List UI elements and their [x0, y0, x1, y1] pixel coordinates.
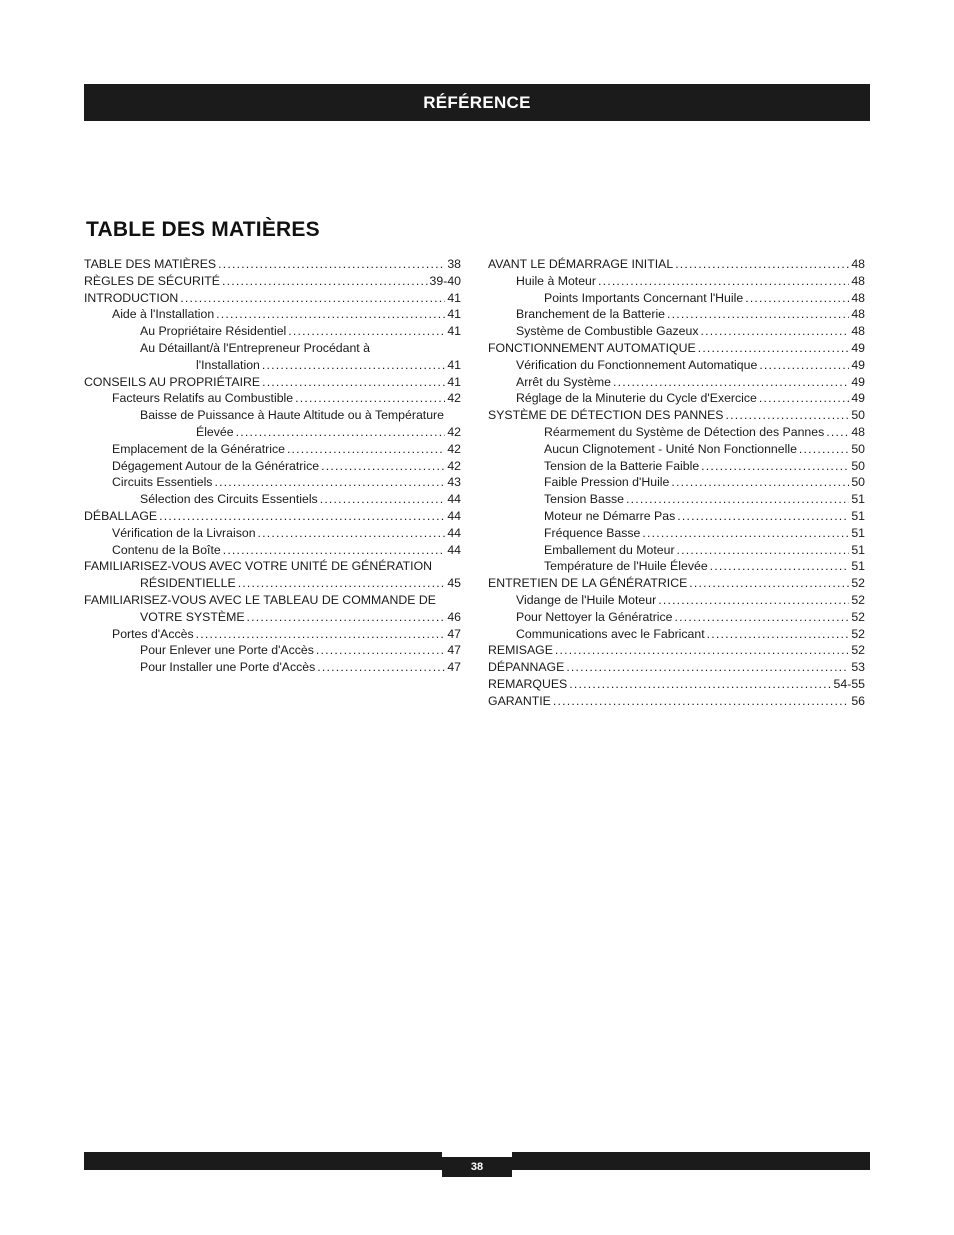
toc-entry-title: Circuits Essentiels: [112, 475, 213, 490]
toc-entry-title: Aucun Clignotement - Unité Non Fonctionnelle: [544, 441, 797, 456]
toc-leader: [222, 273, 428, 290]
toc-entry: [488, 491, 865, 508]
toc-leader: [701, 323, 850, 340]
toc-entry-page: 52: [851, 576, 865, 591]
toc-entry-page: 48: [851, 424, 865, 439]
toc-entry-page: 49: [851, 391, 865, 406]
toc-leader: [745, 290, 849, 307]
toc-entry-title: Pour Enlever une Porte d'Accès: [140, 643, 314, 658]
toc-entry-title: Moteur ne Démarre Pas: [544, 508, 676, 523]
toc-entry: [488, 575, 865, 592]
toc-entry-title: Aide à l'Installation: [112, 307, 215, 322]
toc-entry-title: Pour Installer une Porte d'Accès: [140, 660, 316, 675]
toc-leader: [613, 374, 849, 391]
toc-leader: [726, 407, 850, 424]
toc-entry: [488, 374, 865, 391]
toc-entry-title: Branchement de la Batterie: [516, 307, 666, 322]
toc-entry-page: 48: [851, 257, 865, 271]
toc-entry-title: TABLE DES MATIÈRES: [84, 257, 217, 271]
toc-entry-page: 41: [447, 324, 461, 339]
toc-entry-title: GARANTIE: [488, 693, 551, 708]
toc-leader: [287, 441, 445, 458]
toc-entry-page: 50: [851, 458, 865, 473]
toc-entry-page: 43: [447, 475, 461, 490]
toc-leader: [759, 390, 849, 407]
toc-leader: [658, 592, 849, 609]
toc-entry: [84, 306, 461, 323]
toc-entry-page: 46: [447, 609, 461, 624]
toc-entry-page: 47: [447, 626, 461, 641]
toc-entry-page: 44: [447, 508, 461, 523]
toc-leader: [677, 508, 849, 525]
toc-entry-first-line: Baisse de Puissance à Haute Altitude ou à Température: [140, 408, 444, 423]
toc-entry-title: REMISAGE: [488, 643, 553, 658]
toc-entry: [84, 491, 461, 508]
toc-entry-title: Tension de la Batterie Faible: [544, 458, 700, 473]
toc-entry-page: 44: [447, 525, 461, 540]
toc-entry-title: Huile à Moteur: [516, 273, 596, 288]
toc-entry: [488, 609, 865, 626]
toc-entry-title: VOTRE SYSTÈME: [140, 609, 245, 624]
toc-leader: [159, 508, 445, 525]
toc-leader: [321, 458, 445, 475]
toc-entry-page: 51: [851, 492, 865, 507]
toc-entry: [84, 458, 461, 475]
toc-entry-title: RÉSIDENTIELLE: [140, 576, 236, 591]
toc-leader: [759, 357, 849, 374]
toc-entry-title: Réglage de la Minuterie du Cycle d'Exercice: [516, 391, 757, 406]
toc-entry: [488, 525, 865, 542]
toc-entry-page: 42: [447, 391, 461, 406]
toc-entry: [488, 256, 865, 273]
toc-leader: [707, 626, 850, 643]
toc-right-column: [488, 256, 865, 710]
toc-entry-page: 49: [851, 357, 865, 372]
footer-bar-left: [84, 1152, 442, 1170]
toc-entry: [488, 592, 865, 609]
toc-entry-title: Communications avec le Fabricant: [516, 626, 705, 641]
toc-entry-page: 51: [851, 525, 865, 540]
page-title: TABLE DES MATIÈRES: [86, 218, 320, 241]
toc-leader: [262, 357, 445, 374]
toc-entry: [84, 374, 461, 391]
toc-entry: [488, 407, 865, 424]
toc-entry: [84, 575, 461, 592]
toc-entry: [84, 273, 461, 290]
toc-entry-page: 56: [851, 693, 865, 708]
toc-entry-first-line: FAMILIARISEZ-VOUS AVEC VOTRE UNITÉ DE GÉNÉRATION: [84, 559, 433, 574]
toc-entry-page: 48: [851, 290, 865, 305]
toc-entry-page: 38: [447, 257, 461, 271]
toc-leader: [553, 693, 849, 710]
toc-leader: [238, 575, 446, 592]
toc-leader: [677, 542, 850, 559]
toc-entry-page: 48: [851, 273, 865, 288]
toc-leader: [316, 642, 445, 659]
section-header-title: RÉFÉRENCE: [423, 92, 531, 112]
toc-entry: [488, 290, 865, 307]
toc-entry-page: 51: [851, 559, 865, 574]
toc-entry-title: Emballement du Moteur: [544, 542, 675, 557]
toc-leader: [598, 273, 849, 290]
toc-entry-title: Dégagement Autour de la Génératrice: [112, 458, 320, 473]
toc-entry-title: Système de Combustible Gazeux: [516, 324, 699, 339]
toc-entry-title: AVANT LE DÉMARRAGE INITIAL: [488, 257, 674, 271]
toc-entry: [84, 390, 461, 407]
section-header: [84, 84, 870, 121]
toc-entry: [84, 508, 461, 525]
toc-leader: [317, 659, 445, 676]
toc-entry-page: 48: [851, 324, 865, 339]
toc-entry: [488, 693, 865, 710]
toc-leader: [710, 558, 850, 575]
toc-leader: [214, 474, 445, 491]
toc-entry: [84, 323, 461, 340]
toc-entry: [84, 474, 461, 491]
toc-entry-page: 47: [447, 660, 461, 675]
toc-entry-title: Emplacement de la Génératrice: [112, 441, 285, 456]
toc-leader: [555, 642, 849, 659]
toc-entry-page: 50: [851, 408, 865, 423]
toc-entry-title: Pour Nettoyer la Génératrice: [516, 609, 673, 624]
toc-leader: [218, 256, 445, 273]
toc-entry-page: 41: [447, 374, 461, 389]
toc-leader: [262, 374, 445, 391]
toc-entry: [84, 441, 461, 458]
toc-entry-title: Arrêt du Système: [516, 374, 611, 389]
toc-entry-title: Vérification du Fonctionnement Automatique: [516, 357, 758, 372]
toc-leader: [667, 306, 849, 323]
footer-bar-right: [512, 1152, 870, 1170]
toc-entry: [488, 458, 865, 475]
toc-entry-page: 52: [851, 643, 865, 658]
toc-entry-page: 52: [851, 626, 865, 641]
toc-entry: [488, 441, 865, 458]
toc-leader: [701, 458, 849, 475]
toc-entry-title: INTRODUCTION: [84, 290, 179, 305]
toc-entry-title: ENTRETIEN DE LA GÉNÉRATRICE: [488, 576, 688, 591]
toc-entry: [488, 626, 865, 643]
toc-entry-title: Tension Basse: [544, 492, 624, 507]
toc-entry-page: 50: [851, 441, 865, 456]
toc-entry-page: 47: [447, 643, 461, 658]
toc-entry-title: DÉBALLAGE: [84, 508, 158, 523]
toc-leader: [799, 441, 849, 458]
toc-leader: [295, 390, 445, 407]
toc-leader: [216, 306, 445, 323]
toc-entry-title: RÈGLES DE SÉCURITÉ: [84, 273, 220, 288]
toc-entry: [488, 306, 865, 323]
toc-leader: [689, 575, 849, 592]
toc-entry-title: Fréquence Basse: [544, 525, 641, 540]
toc-leader: [196, 626, 446, 643]
toc-leader: [626, 491, 849, 508]
toc-entry-title: Portes d'Accès: [112, 626, 194, 641]
toc-entry-page: 51: [851, 508, 865, 523]
page-number: [442, 1157, 512, 1177]
toc-entry: [488, 508, 865, 525]
toc-leader: [288, 323, 445, 340]
toc-leader: [258, 525, 446, 542]
toc-entry-page: 44: [447, 492, 461, 507]
toc-entry-title: Contenu de la Boîte: [112, 542, 221, 557]
toc-entry-page: 50: [851, 475, 865, 490]
toc-entry: [84, 424, 461, 441]
toc-leader: [569, 676, 831, 693]
toc-entry-title: Au Propriétaire Résidentiel: [140, 324, 287, 339]
toc-entry-title: REMARQUES: [488, 676, 568, 691]
toc-entry-title: l'Installation: [196, 357, 260, 372]
toc-entry-title: DÉPANNAGE: [488, 660, 565, 675]
toc-entry-page: 53: [851, 660, 865, 675]
toc-entry: [84, 626, 461, 643]
toc-entry-page: 39-40: [429, 273, 461, 288]
toc-entry-title: SYSTÈME DE DÉTECTION DES PANNES: [488, 408, 724, 423]
toc-entry: [488, 474, 865, 491]
toc-entry: [84, 290, 461, 307]
toc-entry: [84, 642, 461, 659]
toc-entry: [488, 558, 865, 575]
toc-entry-page: 52: [851, 592, 865, 607]
toc-entry-title: Facteurs Relatifs au Combustible: [112, 391, 294, 406]
toc-entry: [488, 659, 865, 676]
toc-entry-page: 41: [447, 290, 461, 305]
toc-entry-title: Réarmement du Système de Détection des Pannes: [544, 424, 825, 439]
toc-entry-page: 42: [447, 458, 461, 473]
page-number-text: 38: [470, 1161, 484, 1173]
toc-entry-title: CONSEILS AU PROPRIÉTAIRE: [84, 374, 261, 389]
toc-left-column: [84, 256, 461, 676]
toc-entry: [488, 323, 865, 340]
toc-leader: [320, 491, 446, 508]
toc-leader: [675, 609, 850, 626]
toc-entry: [84, 542, 461, 559]
toc-entry-title: FONCTIONNEMENT AUTOMATIQUE: [488, 340, 696, 355]
toc-entry: [488, 542, 865, 559]
toc-leader: [642, 525, 849, 542]
toc-entry-first-line: Au Détaillant/à l'Entrepreneur Procédant à: [140, 340, 370, 355]
toc-entry-title: Température de l'Huile Élevée: [544, 559, 708, 574]
toc-entry: [84, 525, 461, 542]
toc-entry: [488, 340, 865, 357]
toc-entry-page: 41: [447, 307, 461, 322]
toc-entry-page: 51: [851, 542, 865, 557]
toc-entry: [488, 424, 865, 441]
toc-entry: [488, 273, 865, 290]
toc-entry: [84, 256, 461, 273]
toc-entry: [488, 357, 865, 374]
toc-entry: [84, 357, 461, 374]
toc-entry: [488, 642, 865, 659]
toc-entry-title: Sélection des Circuits Essentiels: [140, 492, 318, 507]
toc-entry: [488, 390, 865, 407]
toc-entry-page: 41: [447, 357, 461, 372]
toc-entry-page: 45: [447, 576, 461, 591]
toc-entry-page: 49: [851, 340, 865, 355]
toc-leader: [236, 424, 446, 441]
toc-entry-title: Élevée: [196, 424, 234, 439]
toc-entry-page: 48: [851, 307, 865, 322]
toc-leader: [180, 290, 445, 307]
toc-entry: [488, 676, 865, 693]
toc-leader: [223, 542, 446, 559]
toc-entry-page: 52: [851, 609, 865, 624]
toc-entry: [84, 609, 461, 626]
toc-entry-title: Vidange de l'Huile Moteur: [516, 592, 657, 607]
toc-leader: [247, 609, 446, 626]
toc-leader: [826, 424, 849, 441]
toc-entry-title: Faible Pression d'Huile: [544, 475, 670, 490]
toc-entry-page: 44: [447, 542, 461, 557]
toc-entry-page: 54-55: [833, 676, 865, 691]
toc-leader: [675, 256, 849, 273]
toc-entry: [84, 659, 461, 676]
toc-entry-page: 42: [447, 441, 461, 456]
toc-leader: [566, 659, 849, 676]
toc-entry-title: Vérification de la Livraison: [112, 525, 256, 540]
toc-entry-first-line: FAMILIARISEZ-VOUS AVEC LE TABLEAU DE COMMANDE DE: [84, 592, 436, 607]
toc-entry-page: 42: [447, 424, 461, 439]
toc-leader: [698, 340, 850, 357]
toc-leader: [671, 474, 849, 491]
toc-entry-title: Points Importants Concernant l'Huile: [544, 290, 744, 305]
toc-entry-page: 49: [851, 374, 865, 389]
